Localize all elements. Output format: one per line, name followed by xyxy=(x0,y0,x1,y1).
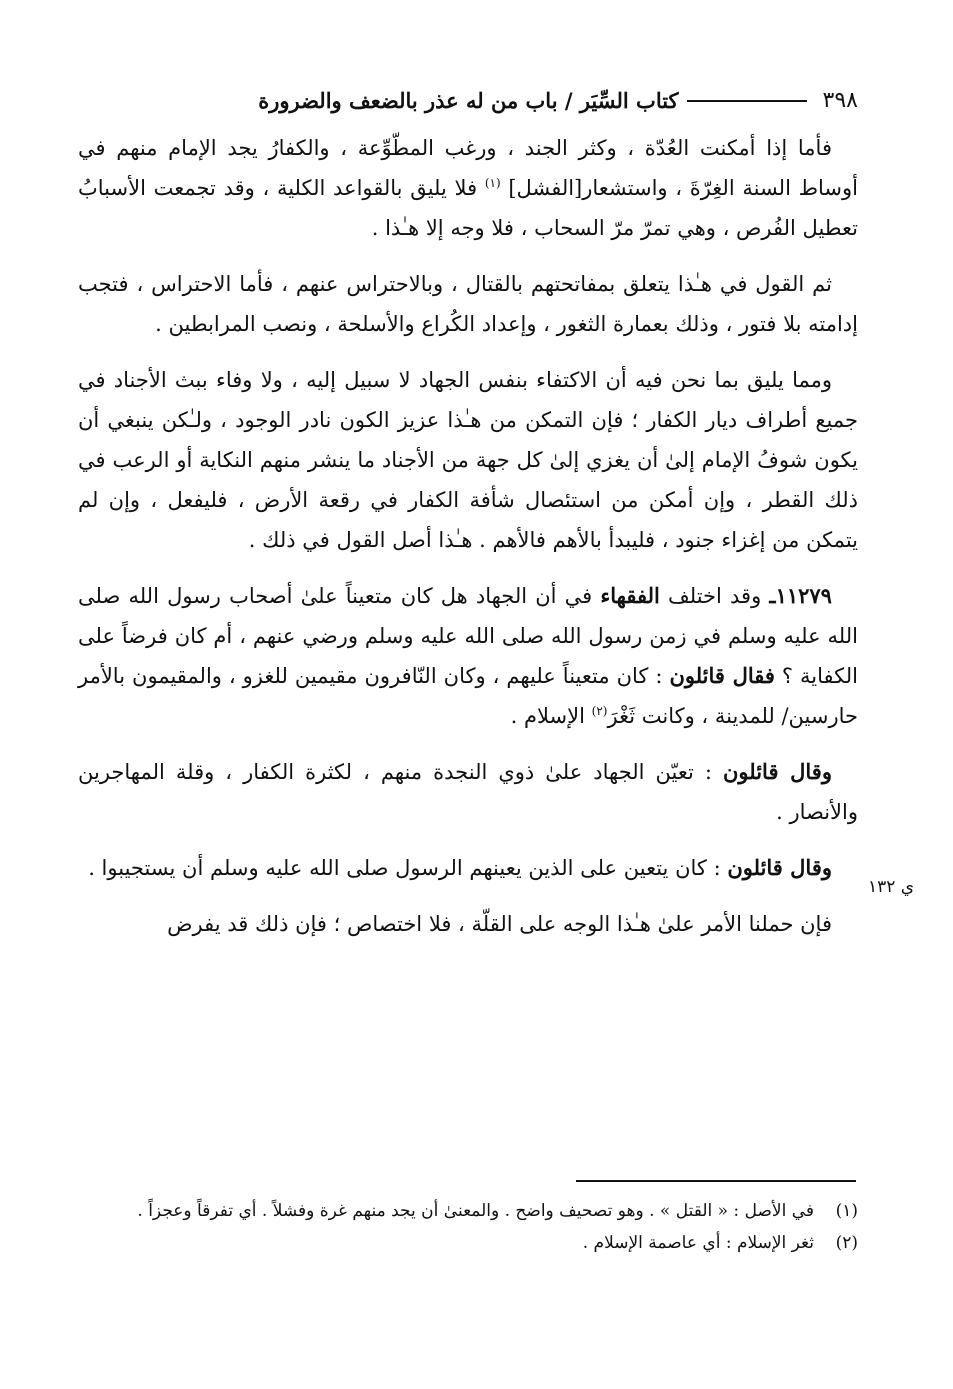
page-number: ٣٩٨ xyxy=(822,88,858,113)
paragraph-6-text: : كان يتعين على الذين يعينهم الرسول صلى الله عليه وسلم أن يستجيبوا . xyxy=(88,856,721,880)
paragraph-1 xyxy=(78,128,858,248)
paragraph-1-text: فأما إذا أمكنت العُدّة ، وكثر الجند ، ورغب المطّوِّعة ، والكفارُ يجد الإمام منهم في أوساط السنة الغِرّةَ ، واستشعار[الفشل] xyxy=(78,136,858,200)
header-title: كتاب السِّيَر / باب من له عذر بالضعف والضرورة xyxy=(258,88,679,113)
footnote-1 xyxy=(78,1196,858,1226)
paragraph-2: ثم القول في هـٰذا يتعلق بمفاتحتهم بالقتال ، وبالاحتراس عنهم ، فأما الاحتراس ، فتجب إدامته بلا فتور ، وذلك بعمارة الثغور ، وإعداد الكُراع والأسلحة ، ونصب المرابطين . xyxy=(78,272,858,336)
paragraph-4-text-a: وقد اختلف xyxy=(668,584,762,608)
paragraph-1-tail: فلا يليق بالقواعد الكلية ، وقد تجمعت الأسبابُ تعطيل الفُرص ، وهي تمرّ مرّ السحاب ، فلا وجه إلا هـٰذا . xyxy=(78,176,858,240)
footnote-text: ثغر الإسلام : أي عاصمة الإسلام . xyxy=(582,1233,814,1253)
main-text xyxy=(78,128,858,960)
header-rule xyxy=(687,100,807,102)
footnote-ref-2: (٢) xyxy=(591,704,608,718)
paragraph-5 xyxy=(78,752,858,832)
paragraph-4-text-d: الإسلام . xyxy=(510,704,585,728)
paragraph-6 xyxy=(78,848,858,888)
footnote-number: (١) xyxy=(835,1201,858,1221)
footnote-2 xyxy=(78,1228,858,1258)
paragraph-5-text: : تعيّن الجهاد علىٰ ذوي النجدة منهم ، لكثرة الكفار ، وقلة المهاجرين والأنصار . xyxy=(78,760,858,824)
paragraph-4-text-b: في أن الجهاد هل كان متعيناً علىٰ أصحاب رسول الله صلى الله عليه وسلم في زمن رسول الله صلى الله عليه وسلم ورضي عنهم ، أم كان فرضاً على الكفاية ؟ xyxy=(78,584,858,688)
paragraph-6-bold: وقال قائلون xyxy=(727,855,832,880)
paragraph-4-bold-a: الفقهاء xyxy=(600,583,660,608)
running-header xyxy=(78,84,858,118)
footnotes xyxy=(78,1196,858,1260)
issue-number: ١١٢٧٩ـ xyxy=(769,583,832,608)
footnote-rule xyxy=(576,1180,856,1182)
paragraph-4-text-c: : كان متعيناً عليهم ، وكان النّافرون مقيمين للغزو ، والمقيمون بالأمر حارسين/ للمدينة ، وكانت ثَغْرَ xyxy=(78,664,858,728)
paragraph-4-bold-b: فقال قائلون xyxy=(669,663,775,688)
footnote-text: في الأصل : « القتل » . وهو تصحيف واضح . والمعنىٰ أن يجد منهم غرة وفشلاً . أي تفرقاً وعجزاً . xyxy=(137,1201,814,1221)
paragraph-3: ومما يليق بما نحن فيه أن الاكتفاء بنفس الجهاد لا سبيل إليه ، ولا وفاء ببث الأجناد في جميع أطراف ديار الكفار ؛ فإن التمكن من هـٰذا عزيز الكون نادر الوجود ، ولـٰكن ينبغي أن يكون شوفُ الإمام إلىٰ أن يغزي إلىٰ كل جهة من الأجناد ما ينشر منهم النكاية أو الرعب في ذلك القطر ، وإن أمكن من استئصال شأفة الكفار في رقعة الأرض ، فليفعل ، وإن لم يتمكن من إغزاء جنود ، فليبدأ بالأهم فالأهم . هـٰذا أصل القول في ذلك . xyxy=(78,368,858,552)
paragraph-5-bold: وقال قائلون xyxy=(722,759,832,784)
footnote-ref-1: (١) xyxy=(484,176,501,190)
footnote-number: (٢) xyxy=(835,1233,858,1253)
paragraph-7: فإن حملنا الأمر علىٰ هـٰذا الوجه على القلّة ، فلا اختصاص ؛ فإن ذلك قد يفرض xyxy=(167,912,832,936)
margin-manuscript-ref: ي ١٣٢ xyxy=(868,877,915,897)
paragraph-4 xyxy=(78,576,858,736)
